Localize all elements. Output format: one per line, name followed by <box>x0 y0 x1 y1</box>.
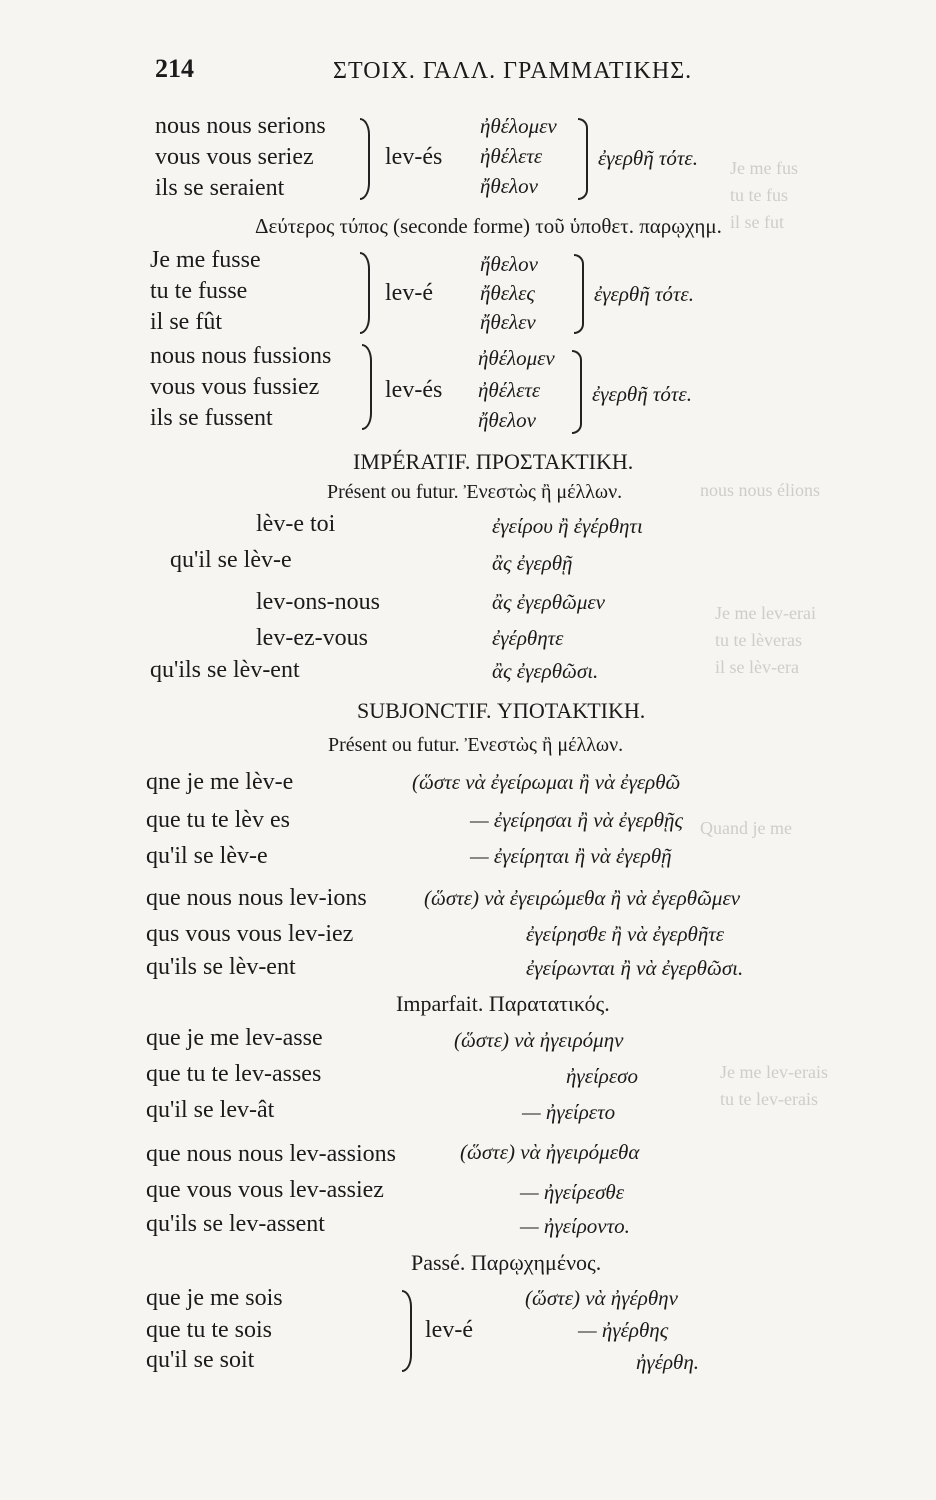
gr-result: ἐγερθῆ τότε. <box>598 146 698 170</box>
fr-line: il se fût <box>150 309 222 335</box>
fr-line: qu'ils se lev-assent <box>146 1211 325 1237</box>
brace <box>402 1290 412 1372</box>
gr-result: ἐγερθῆ τότε. <box>592 382 692 406</box>
gr-line: — ἠγείρεσθε <box>520 1180 625 1204</box>
section-title-subjonctif: SUBJONCTIF. ΥΠΟΤΑΚΤΙΚΗ. <box>357 698 646 723</box>
verb-stem: lev-é <box>385 280 433 306</box>
running-title: ΣΤΟΙΧ. ΓΑΛΛ. ΓΡΑΜΜΑΤΙΚΗΣ. <box>333 58 693 84</box>
fr-line: lev-ez-vous <box>256 625 368 651</box>
fr-line: ils se seraient <box>155 175 285 201</box>
fr-line: qne je me lèv-e <box>146 769 294 795</box>
fr-line: Je me fusse <box>150 247 261 273</box>
fr-line: que tu te lèv es <box>146 807 290 833</box>
brace <box>360 118 370 200</box>
fr-line: qu'ils se lèv-ent <box>150 657 300 683</box>
brace <box>574 254 584 334</box>
brace <box>360 252 370 334</box>
brace <box>362 344 372 430</box>
gr-line: ἐγείρου ἢ ἐγέρθητι <box>492 514 643 538</box>
gr-line: ἤθελον <box>478 408 536 432</box>
verb-stem: lev-és <box>385 377 443 403</box>
brace <box>578 118 588 200</box>
gr-line: ἐγείρησθε ἢ νὰ ἐγερθῆτε <box>526 922 725 946</box>
gr-line: ἤθελον <box>480 174 538 198</box>
gr-line: — ἐγείρησαι ἢ νὰ ἐγερθῇς <box>470 808 683 832</box>
gr-line: ἠγείρεσο <box>566 1064 639 1088</box>
fr-line: qu'il se lèv-e <box>146 843 268 869</box>
gr-line: ἤθελον <box>480 252 538 276</box>
gr-line: (ὥστε) νὰ ἠγειρόμεθα <box>460 1140 640 1164</box>
gr-line: ἂς ἐγερθῶσι. <box>492 659 599 683</box>
section-title-imparfait: Imparfait. Παρατατικός. <box>396 991 610 1016</box>
gr-line: (ὥστε) νὰ ἐγειρώμεθα ἢ νὰ ἐγερθῶμεν <box>424 886 741 910</box>
gr-line: ἐγείρωνται ἢ νὰ ἐγερθῶσι. <box>526 956 744 980</box>
fr-line: que je me sois <box>146 1285 283 1311</box>
gr-line: (ὥστε) νὰ ἠγέρθην <box>525 1286 678 1310</box>
fr-line: nous nous fussions <box>150 343 332 369</box>
gr-line: ἠθέλομεν <box>478 346 555 370</box>
fr-line: que je me lev-asse <box>146 1025 323 1051</box>
gr-line: — ἠγείροντο. <box>520 1214 630 1238</box>
fr-line: lev-ons-nous <box>256 589 380 615</box>
verb-stem: lev-é <box>425 1317 473 1343</box>
gr-line: ἐγέρθητε <box>492 626 564 650</box>
fr-line: que nous nous lev-assions <box>146 1141 396 1167</box>
fr-line: qus vous vous lev-iez <box>146 921 354 947</box>
fr-line: que tu te lev-asses <box>146 1061 322 1087</box>
gr-line: ἠθέλετε <box>480 144 543 168</box>
brace <box>572 350 582 434</box>
gr-line: (ὥστε νὰ ἐγείρωμαι ἢ νὰ ἐγερθῶ <box>412 770 681 794</box>
gr-line: — ἐγείρηται ἢ νὰ ἐγερθῇ <box>470 844 672 868</box>
gr-line: ἠθέλετε <box>478 378 541 402</box>
fr-line: nous nous serions <box>155 113 326 139</box>
gr-line: — ἠγέρθης <box>578 1318 669 1342</box>
book-page: Je me fus tu te fus il se fut nous nous élions Je me lev-erai tu te lèveras il se lèv-era Quand je me Je me lev-erais tu te lev-erais 214 ΣΤΟΙΧ. ΓΑΛΛ. ΓΡΑΜΜΑΤΙΚΗΣ. nous nous serions vous vous seriez ils se seraient lev-és ἠθέλομεν ἠθέλετε ἤθελον ἐγερθῆ τότε. Δεύτερος τύπος (seconde forme) τοῦ ὑποθετ. παρῳχημ. Je me fusse tu te fusse il se fût lev-é ἤθελον ἤθελες ἤθελεν ἐγερθῆ τότε. nous nous fussions vous vous fussiez ils se fussent lev-és ἠθέλομεν ἠθέλετε ἤθελον ἐγερθῆ τότε. IMPÉRATIF. ΠΡΟΣΤΑΚΤΙΚΗ. Présent ou futur. Ἐνεστὼς ἢ μέλλων. lèv-e toi ἐγείρου ἢ ἐγέρθητι qu'il se lèv-e ἂς ἐγερθῇ lev-ons-nous ἂς ἐγερθῶμεν lev-ez-vous ἐγέρθητε qu'ils se lèv-ent ἂς ἐγερθῶσι. SUBJONCTIF. ΥΠΟΤΑΚΤΙΚΗ. Présent ou futur. Ἐνεστὼς ἢ μέλλων. qne je me lèv-e (ὥστε νὰ ἐγείρωμαι ἢ νὰ ἐγερθῶ que tu te lèv es — ἐγείρησαι ἢ νὰ ἐγερθῇς qu'il se lèv-e — ἐγείρηται ἢ νὰ ἐγερθῇ que nous nous lev-ions (ὥστε) νὰ ἐγειρώμεθα ἢ νὰ ἐγερθῶμεν qus vous vous lev-iez ἐγείρησθε ἢ νὰ ἐγερθῆτε qu'ils se lèv-ent ἐγείρωνται ἢ νὰ ἐγερθῶσι. Imparfait. Παρατατικός. que je me lev-asse (ὥστε) νὰ ἠγειρόμην que tu te lev-asses ἠγείρεσο qu'il se lev-ât — ἠγείρετο que nous nous lev-assions (ὥστε) νὰ ἠγειρόμεθα que vous vous lev-assiez — ἠγείρεσθε qu'ils se lev-assent — ἠγείροντο. Passé. Παρῳχημένος. que je me sois que tu te sois qu'il se soit lev-é (ὥστε) νὰ ἠγέρθην — ἠγέρθης ἠγέρθη. <box>146 54 828 1374</box>
fr-line: qu'il se soit <box>146 1347 255 1373</box>
gr-line: (ὥστε) νὰ ἠγειρόμην <box>454 1028 624 1052</box>
fr-line: lèv-e toi <box>256 511 336 537</box>
fr-line: vous vous fussiez <box>150 374 320 400</box>
fr-line: qu'ils se lèv-ent <box>146 954 296 980</box>
fr-line: ils se fussent <box>150 405 273 431</box>
gr-line: ἂς ἐγερθῇ <box>492 551 573 575</box>
gr-result: ἐγερθῆ τότε. <box>594 282 694 306</box>
section-title-passe: Passé. Παρῳχημένος. <box>411 1250 602 1275</box>
fr-line: que nous nous lev-ions <box>146 885 367 911</box>
section-title-imperatif: IMPÉRATIF. ΠΡΟΣΤΑΚΤΙΚΗ. <box>353 449 634 474</box>
fr-line: tu te fusse <box>150 278 248 304</box>
gr-line: ἠγέρθη. <box>636 1350 700 1374</box>
section-subtitle: Δεύτερος τύπος (seconde forme) τοῦ ὑποθετ. παρῳχημ. <box>255 214 722 238</box>
gr-line: — ἠγείρετο <box>522 1100 616 1124</box>
page-number: 214 <box>155 54 194 83</box>
gr-line: ἂς ἐγερθῶμεν <box>492 590 605 614</box>
fr-line: que tu te sois <box>146 1317 272 1343</box>
fr-line: que vous vous lev-assiez <box>146 1177 384 1203</box>
fr-line: vous vous seriez <box>155 144 314 170</box>
section-subtitle-subjonctif: Présent ou futur. Ἐνεστὼς ἢ μέλλων. <box>328 734 624 756</box>
fr-line: qu'il se lèv-e <box>170 547 292 573</box>
section-subtitle-imperatif: Présent ou futur. Ἐνεστὼς ἢ μέλλων. <box>327 481 623 503</box>
verb-stem: lev-és <box>385 144 443 170</box>
gr-line: ἠθέλομεν <box>480 114 557 138</box>
fr-line: qu'il se lev-ât <box>146 1097 275 1123</box>
gr-line: ἤθελες <box>480 281 535 305</box>
gr-line: ἤθελεν <box>480 310 536 334</box>
